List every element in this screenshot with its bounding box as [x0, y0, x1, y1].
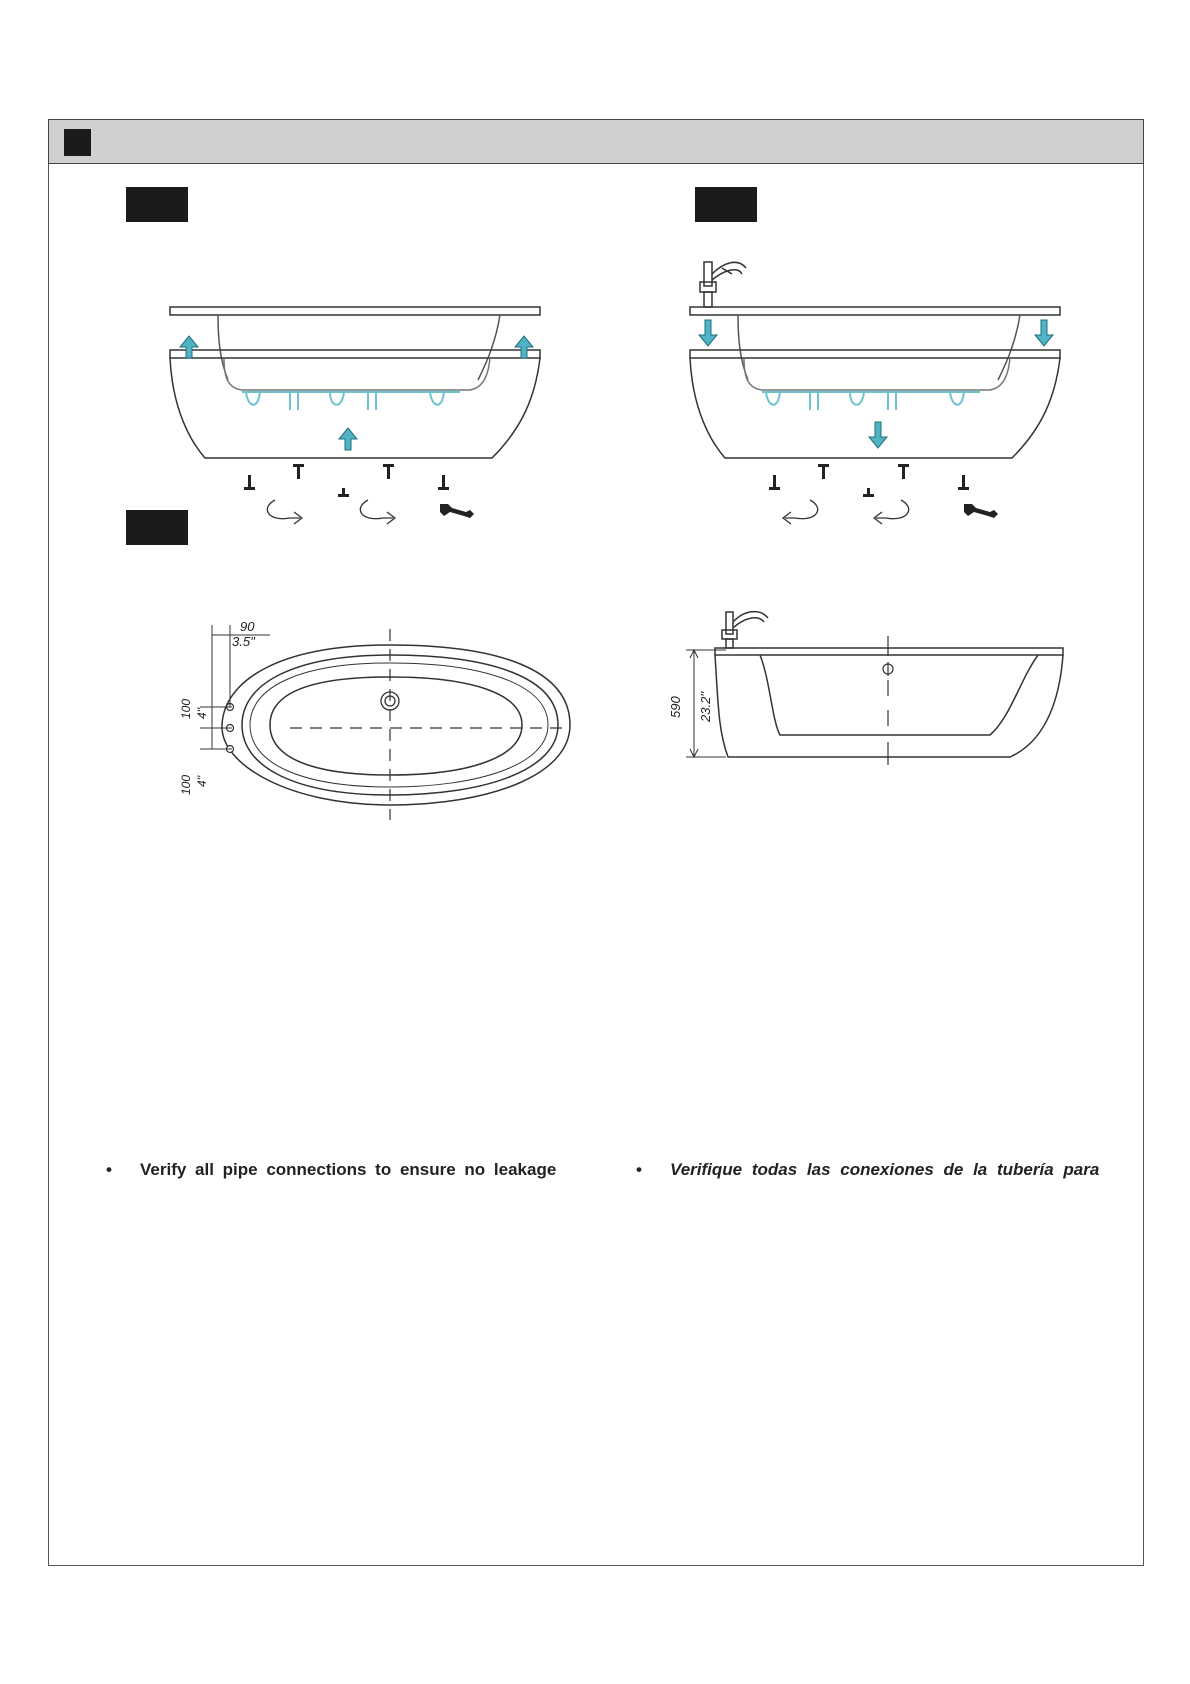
bullet-english-text: Verify all pipe connections to ensure no leakage [140, 1160, 557, 1179]
wrench-icon [440, 504, 474, 518]
rim-outline [715, 648, 1063, 655]
dim-spacing2-in: 4'' [195, 775, 209, 787]
tub-outer-outline [222, 645, 570, 805]
lower-rim-outline [170, 350, 540, 358]
section-header-bar [48, 119, 1144, 164]
bullet-dot: • [636, 1160, 642, 1179]
tub-rim-outline [242, 655, 558, 795]
figure-tub-installation [680, 260, 1080, 530]
upper-rim-outline [690, 307, 1060, 315]
dim-height-mm: 590 [668, 696, 683, 718]
step-tab-2 [695, 187, 757, 222]
figure-side-view [660, 600, 1080, 770]
dim-offset-in: 3.5'' [232, 634, 256, 649]
tub-basin-outline [270, 677, 522, 775]
figure-tub-removal [160, 260, 560, 530]
wrench-icon [964, 504, 998, 518]
dim-height-in: 23.2'' [698, 691, 713, 722]
upper-inner-left-wall [218, 315, 228, 380]
dim-spacing1-in: 4'' [195, 707, 209, 719]
tub-basin-outline [760, 655, 1038, 735]
dim-spacing1-mm: 100 [179, 698, 193, 719]
rotate-arrows [267, 500, 395, 524]
faucet-icon [722, 612, 768, 648]
drain-fittings [762, 392, 980, 410]
rotate-arrows [783, 500, 909, 524]
dim-spacing2-mm: 100 [179, 774, 193, 795]
tub-basin-outline [224, 358, 490, 390]
bullet-english [106, 1160, 576, 1182]
figure-top-view [170, 615, 590, 825]
upper-rim-outline [170, 307, 540, 315]
bullet-dot: • [106, 1160, 112, 1179]
drain-fittings [242, 392, 460, 410]
lower-arrows [699, 320, 1053, 448]
step-tab-1 [126, 187, 188, 222]
bullet-spanish [636, 1160, 1106, 1182]
lower-rim-outline [690, 350, 1060, 358]
bullet-spanish-text: Verifique todas las conexiones de la tubería para [670, 1160, 1100, 1179]
screws [244, 464, 449, 497]
section-number-box [64, 129, 91, 156]
overflow-icon [883, 662, 893, 676]
faucet-icon [700, 262, 746, 307]
screws [769, 464, 969, 497]
dim-offset-mm: 90 [240, 619, 255, 634]
upper-inner-right-wall [478, 315, 500, 380]
